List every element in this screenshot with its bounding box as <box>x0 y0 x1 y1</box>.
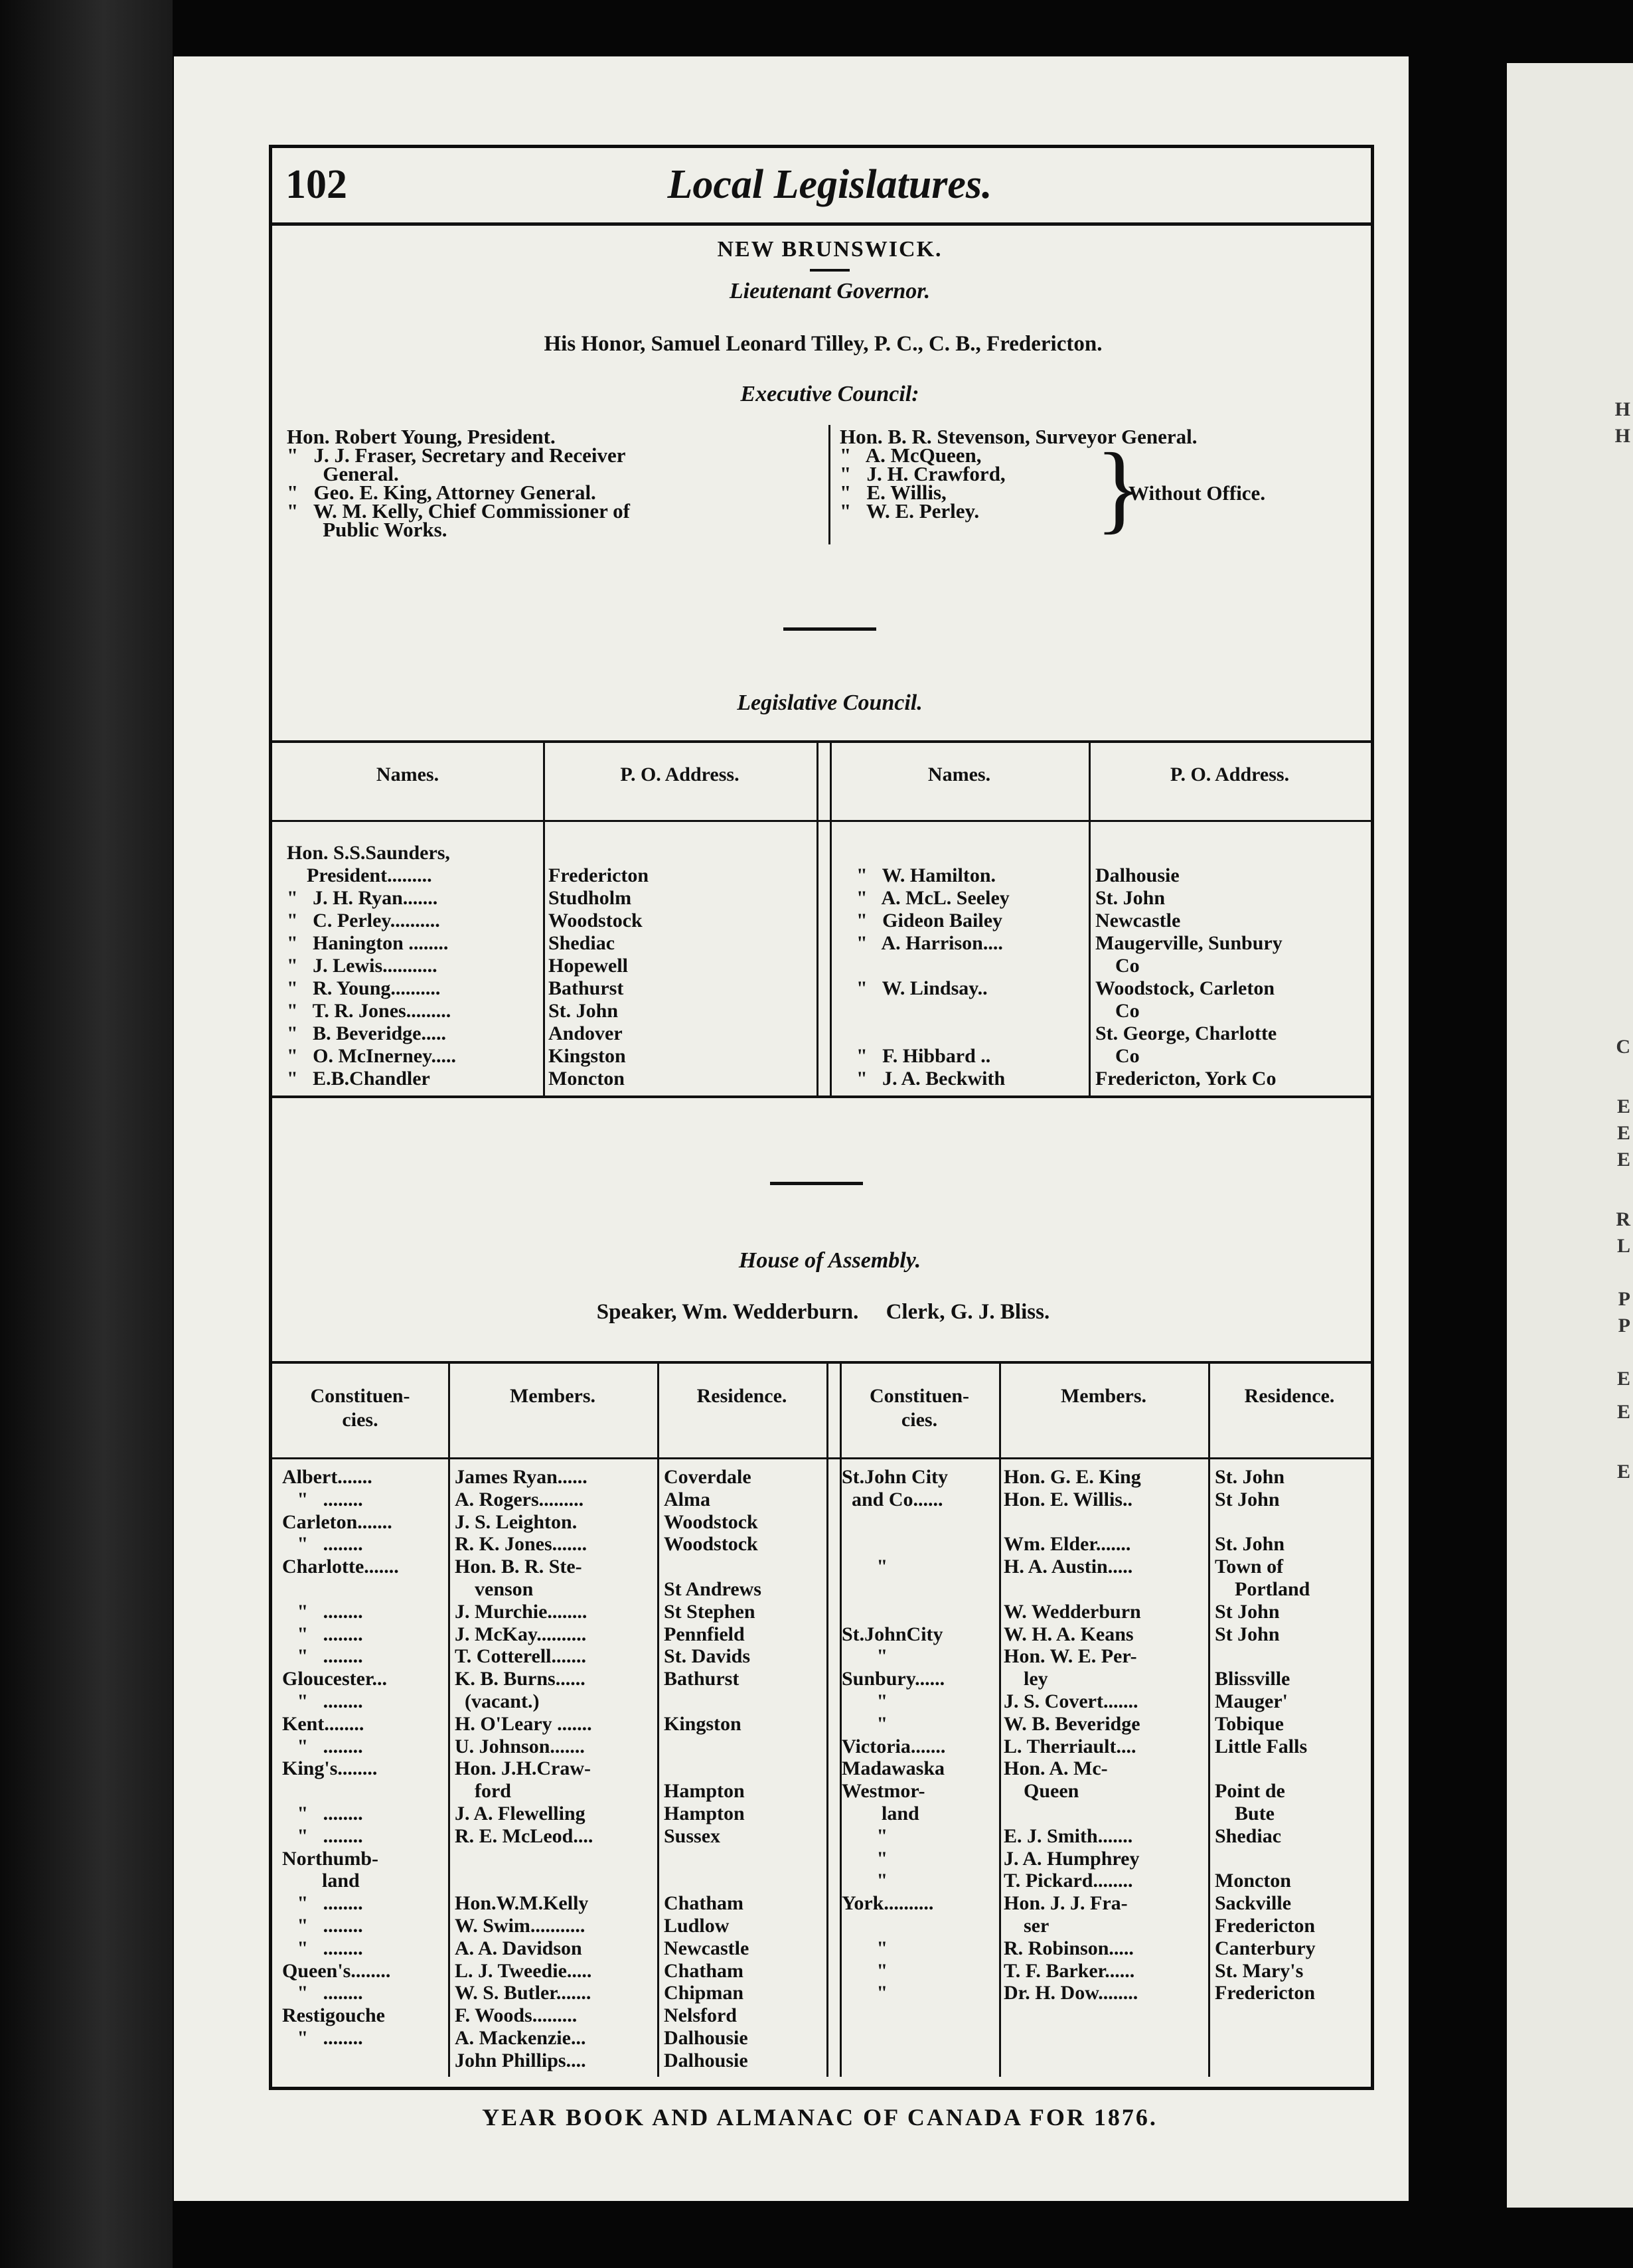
province-heading: NEW BRUNSWICK. <box>717 237 943 262</box>
executive-council-line: " J. H. Crawford, <box>840 462 1006 485</box>
assembly-member: R. Robinson..... <box>1004 1937 1134 1959</box>
adjacent-page-fragment: E <box>1616 1368 1630 1390</box>
table-rule <box>272 740 1371 743</box>
constituency: " ........ <box>282 1735 363 1757</box>
assembly-member: Hon. G. E. King <box>1004 1466 1141 1488</box>
council-member-name: " J. H. Ryan....... <box>287 887 438 909</box>
member-residence: Point de <box>1215 1780 1285 1803</box>
without-office-label: Without Office. <box>1128 481 1266 505</box>
constituency: " ........ <box>282 2027 363 2049</box>
constituency: Queen's........ <box>282 1959 391 1982</box>
member-residence: Chatham <box>664 1892 744 1915</box>
constituency: Northumb- <box>282 1847 379 1870</box>
table-column-rule <box>999 1361 1001 2077</box>
adjacent-page <box>1507 63 1633 2208</box>
page-number: 102 <box>285 162 347 207</box>
table-header: Names. <box>376 764 439 785</box>
adjacent-page-fragment: H <box>1614 398 1630 420</box>
book-gutter <box>0 0 173 2268</box>
member-residence: Sussex <box>664 1824 721 1847</box>
member-residence: Alma <box>664 1488 710 1510</box>
assembly-member: ser <box>1004 1915 1050 1937</box>
council-member-name: " A. McL. Seeley <box>856 887 1010 909</box>
member-residence: Kingston <box>664 1712 741 1735</box>
table-header: Members. <box>509 1385 596 1407</box>
lieutenant-governor-text: His Honor, Samuel Leonard Tilley, P. C., C. B., Fredericton. <box>544 332 1103 356</box>
member-residence: Fredericton <box>1215 1982 1316 2004</box>
house-of-assembly-heading: House of Assembly. <box>738 1248 921 1273</box>
assembly-member: T. Cotterell....... <box>455 1645 587 1668</box>
member-residence: St Stephen <box>664 1600 755 1623</box>
table-header: Constituen- cies. <box>310 1385 410 1431</box>
divider <box>770 1182 863 1185</box>
constituency: " <box>842 1847 888 1870</box>
member-residence: Little Falls <box>1215 1735 1308 1757</box>
member-residence: Chipman <box>664 1982 744 2004</box>
member-residence: Ludlow <box>664 1915 730 1937</box>
constituency: " <box>842 1870 888 1892</box>
member-residence: St. John <box>1215 1533 1285 1556</box>
constituency: " <box>842 1937 888 1959</box>
adjacent-page-fragment: E <box>1616 1461 1630 1483</box>
constituency: York.......... <box>842 1892 934 1915</box>
council-member-name: " E.B.Chandler <box>287 1068 430 1090</box>
constituency: " ........ <box>282 1937 363 1959</box>
adjacent-page-fragment: P <box>1618 1315 1630 1336</box>
council-member-address: St. John <box>1095 887 1166 909</box>
table-rule <box>272 1095 1371 1098</box>
constituency: Carleton....... <box>282 1510 392 1533</box>
member-residence: Woodstock <box>664 1533 758 1556</box>
divider <box>783 627 876 631</box>
constituency: St.JohnCity <box>842 1623 943 1645</box>
constituency: " ........ <box>282 1892 363 1915</box>
assembly-member: J. A. Humphrey <box>1004 1847 1140 1870</box>
council-member-address: Co <box>1095 955 1140 977</box>
assembly-member: U. Johnson....... <box>455 1735 585 1757</box>
assembly-member: A. A. Davidson <box>455 1937 582 1959</box>
member-residence: Woodstock <box>664 1510 758 1533</box>
constituency: " <box>842 1982 888 2004</box>
constituency: " ........ <box>282 1803 363 1824</box>
assembly-member: T. Pickard........ <box>1004 1870 1133 1892</box>
council-member-name: " J. Lewis........... <box>287 955 437 977</box>
assembly-member: ford <box>455 1780 511 1803</box>
council-member-address: Fredericton <box>548 864 649 886</box>
council-member-name: Hon. S.S.Saunders, <box>287 842 450 864</box>
member-residence: Hampton <box>664 1803 745 1824</box>
page-footer: YEAR BOOK AND ALMANAC OF CANADA FOR 1876. <box>482 2104 1158 2131</box>
table-header: Residence. <box>696 1385 787 1407</box>
assembly-member: A. Mackenzie... <box>455 2027 586 2049</box>
divider <box>828 425 830 544</box>
table-header: Members. <box>1060 1385 1147 1407</box>
member-residence: Dalhousie <box>664 2049 748 2071</box>
member-residence: Hampton <box>664 1780 745 1803</box>
council-member-address: Co <box>1095 1045 1140 1067</box>
member-residence: Town of <box>1215 1556 1284 1578</box>
table-header: Constituen- cies. <box>869 1385 969 1431</box>
council-member-address: Studholm <box>548 887 632 909</box>
lieutenant-governor-heading: Lieutenant Governor. <box>729 279 931 303</box>
executive-council-line: General. <box>287 462 399 485</box>
member-residence: Nelsford <box>664 2004 737 2027</box>
assembly-member: L. Therriault.... <box>1004 1735 1136 1757</box>
table-header: Residence. <box>1244 1385 1335 1407</box>
assembly-member: Queen <box>1004 1780 1079 1803</box>
table-column-rule <box>543 740 545 1095</box>
council-member-address: Dalhousie <box>1095 864 1180 886</box>
table-column-rule <box>830 740 832 1095</box>
adjacent-page-fragment: E <box>1616 1149 1630 1171</box>
member-residence: St. Davids <box>664 1645 751 1668</box>
assembly-member: K. B. Burns...... <box>455 1668 585 1690</box>
member-residence: Newcastle <box>664 1937 749 1959</box>
constituency: " <box>842 1824 888 1847</box>
member-residence: Chatham <box>664 1959 744 1982</box>
member-residence: Pennfield <box>664 1623 745 1645</box>
assembly-member: venson <box>455 1578 534 1600</box>
assembly-member: ley <box>1004 1668 1048 1690</box>
constituency: " ........ <box>282 1690 363 1712</box>
member-residence: St. Mary's <box>1215 1959 1304 1982</box>
table-rule <box>272 820 1371 822</box>
assembly-member: J. Murchie........ <box>455 1600 587 1623</box>
assembly-member: R. E. McLeod.... <box>455 1824 593 1847</box>
table-column-rule <box>448 1361 450 2077</box>
constituency: land <box>282 1870 360 1892</box>
council-member-address: Hopewell <box>548 955 628 977</box>
member-residence: Bathurst <box>664 1668 739 1690</box>
table-column-rule <box>657 1361 659 2077</box>
constituency: " ........ <box>282 1533 363 1556</box>
council-member-name: " R. Young.......... <box>287 977 441 999</box>
assembly-member: John Phillips.... <box>455 2049 586 2071</box>
table-rule <box>272 1361 1371 1364</box>
executive-council-line: " W. M. Kelly, Chief Commissioner of <box>287 499 630 523</box>
constituency: " ........ <box>282 1824 363 1847</box>
table-header: P. O. Address. <box>620 764 739 785</box>
assembly-member: W. Wedderburn <box>1004 1600 1141 1623</box>
council-member-address: Andover <box>548 1022 623 1044</box>
constituency: " <box>842 1690 888 1712</box>
constituency: St.John City <box>842 1466 949 1488</box>
council-member-address: Fredericton, York Co <box>1095 1068 1277 1090</box>
constituency: Albert....... <box>282 1466 372 1488</box>
member-residence: Fredericton <box>1215 1915 1316 1937</box>
divider <box>810 269 850 272</box>
assembly-member: Hon. A. Mc- <box>1004 1757 1108 1780</box>
executive-council-line: " Geo. E. King, Attorney General. <box>287 481 596 504</box>
council-member-name: " J. A. Beckwith <box>856 1068 1006 1090</box>
assembly-member: James Ryan...... <box>455 1466 587 1488</box>
council-member-address: St. George, Charlotte <box>1095 1022 1277 1044</box>
constituency: " <box>842 1556 888 1578</box>
table-column-rule <box>1208 1361 1210 2077</box>
table-header: Names. <box>927 764 991 785</box>
council-member-address: Maugerville, Sunbury <box>1095 932 1283 954</box>
constituency: Victoria....... <box>842 1735 946 1757</box>
constituency: " <box>842 1645 888 1668</box>
assembly-member: W. H. A. Keans <box>1004 1623 1134 1645</box>
assembly-member: W. Swim........... <box>455 1915 585 1937</box>
running-title: Local Legislatures. <box>667 162 992 207</box>
member-residence: Shediac <box>1215 1824 1282 1847</box>
executive-council-heading: Executive Council: <box>740 382 919 406</box>
council-member-name: " C. Perley.......... <box>287 910 440 932</box>
assembly-member: J. McKay.......... <box>455 1623 587 1645</box>
constituency: King's........ <box>282 1757 378 1780</box>
adjacent-page-fragment: E <box>1616 1122 1630 1144</box>
member-residence: Canterbury <box>1215 1937 1316 1959</box>
assembly-member: J. A. Flewelling <box>455 1803 585 1824</box>
adjacent-page-fragment: R <box>1616 1208 1630 1230</box>
constituency: " <box>842 1712 888 1735</box>
member-residence: Moncton <box>1215 1870 1291 1892</box>
adjacent-page-fragment: C <box>1616 1036 1630 1058</box>
constituency: " ........ <box>282 1600 363 1623</box>
executive-council-line: " W. E. Perley. <box>840 499 980 523</box>
constituency: " ........ <box>282 1982 363 2004</box>
adjacent-page-fragment: E <box>1616 1095 1630 1117</box>
constituency: " ........ <box>282 1915 363 1937</box>
member-residence: St John <box>1215 1623 1280 1645</box>
assembly-member: W. S. Butler....... <box>455 1982 591 2004</box>
legislative-council-heading: Legislative Council. <box>737 690 923 715</box>
member-residence: St John <box>1215 1600 1280 1623</box>
executive-council-line: " J. J. Fraser, Secretary and Receiver <box>287 444 626 467</box>
council-member-address: Bathurst <box>548 977 624 999</box>
council-member-address: Shediac <box>548 932 615 954</box>
council-member-name: " B. Beveridge..... <box>287 1022 446 1044</box>
table-rule <box>272 1457 1371 1459</box>
member-residence: Blissville <box>1215 1668 1290 1690</box>
assembly-member: W. B. Beveridge <box>1004 1712 1140 1735</box>
constituency: Westmor- <box>842 1780 925 1803</box>
table-column-rule <box>826 1361 828 2077</box>
member-residence: Mauger' <box>1215 1690 1288 1712</box>
adjacent-page-fragment: E <box>1616 1401 1630 1423</box>
member-residence: Tobique <box>1215 1712 1284 1735</box>
constituency: " ........ <box>282 1623 363 1645</box>
assembly-member: J. S. Covert....... <box>1004 1690 1138 1712</box>
assembly-member: H. O'Leary ....... <box>455 1712 592 1735</box>
council-member-address: Woodstock <box>548 910 643 932</box>
council-member-name: President......... <box>287 864 432 886</box>
assembly-member: E. J. Smith....... <box>1004 1824 1133 1847</box>
assembly-member: Hon.W.M.Kelly <box>455 1892 589 1915</box>
council-member-address: St. John <box>548 1000 619 1022</box>
council-member-address: Co <box>1095 1000 1140 1022</box>
assembly-member: T. F. Barker...... <box>1004 1959 1135 1982</box>
council-member-name: " W. Lindsay.. <box>856 977 988 999</box>
constituency: Sunbury...... <box>842 1668 945 1690</box>
member-residence: St. John <box>1215 1466 1285 1488</box>
council-member-name: " Hanington ........ <box>287 932 449 954</box>
council-member-name: " T. R. Jones......... <box>287 1000 451 1022</box>
assembly-member: H. A. Austin..... <box>1004 1556 1133 1578</box>
constituency: land <box>842 1803 919 1824</box>
assembly-member: Hon. W. E. Per- <box>1004 1645 1137 1668</box>
constituency: Madawaska <box>842 1757 945 1780</box>
constituency: Charlotte....... <box>282 1556 399 1578</box>
table-column-rule <box>1089 740 1091 1095</box>
assembly-member: Hon. B. R. Ste- <box>455 1556 582 1578</box>
council-member-name: " A. Harrison.... <box>856 932 1003 954</box>
assembly-member: J. S. Leighton. <box>455 1510 578 1533</box>
constituency: and Co...... <box>842 1488 943 1510</box>
assembly-member: A. Rogers......... <box>455 1488 584 1510</box>
executive-council-line: " E. Willis, <box>840 481 947 504</box>
adjacent-page-fragment: P <box>1618 1288 1630 1310</box>
member-residence: Dalhousie <box>664 2027 748 2049</box>
constituency: Gloucester... <box>282 1668 388 1690</box>
assembly-member: Hon. E. Willis.. <box>1004 1488 1132 1510</box>
constituency: Restigouche <box>282 2004 385 2027</box>
header-rule <box>272 222 1371 226</box>
council-member-name: " W. Hamilton. <box>856 864 996 886</box>
table-column-rule <box>816 740 818 1095</box>
council-member-address: Kingston <box>548 1045 626 1067</box>
assembly-member: Hon. J. J. Fra- <box>1004 1892 1128 1915</box>
constituency: " ........ <box>282 1645 363 1668</box>
assembly-member: L. J. Tweedie..... <box>455 1959 592 1982</box>
table-header: P. O. Address. <box>1170 764 1290 785</box>
constituency: " <box>842 1959 888 1982</box>
council-member-address: Newcastle <box>1095 910 1181 932</box>
council-member-address: Moncton <box>548 1068 625 1090</box>
council-member-name: " Gideon Bailey <box>856 910 1003 932</box>
executive-council-line: Public Works. <box>287 518 447 541</box>
council-member-address: Woodstock, Carleton <box>1095 977 1275 999</box>
constituency: " ........ <box>282 1488 363 1510</box>
brace: } <box>1095 433 1143 543</box>
assembly-member: (vacant.) <box>455 1690 540 1712</box>
executive-council-line: Hon. Robert Young, President. <box>287 425 556 448</box>
assembly-member: Wm. Elder....... <box>1004 1533 1131 1556</box>
assembly-member: F. Woods......... <box>455 2004 578 2027</box>
adjacent-page-fragment: H <box>1614 425 1630 447</box>
council-member-name: " O. McInerney..... <box>287 1045 456 1067</box>
executive-council-line: " A. McQueen, <box>840 444 982 467</box>
assembly-member: Dr. H. Dow........ <box>1004 1982 1138 2004</box>
member-residence: St Andrews <box>664 1578 761 1600</box>
constituency: Kent........ <box>282 1712 364 1735</box>
executive-council-line: Hon. B. R. Stevenson, Surveyor General. <box>840 425 1198 448</box>
member-residence: Portland <box>1215 1578 1310 1600</box>
member-residence: Bute <box>1215 1803 1275 1824</box>
adjacent-page-fragment: L <box>1616 1235 1630 1257</box>
council-member-name: " F. Hibbard .. <box>856 1045 991 1067</box>
member-residence: Coverdale <box>664 1466 751 1488</box>
assembly-member: Hon. J.H.Craw- <box>455 1757 591 1780</box>
assembly-officers: Speaker, Wm. Wedderburn. Clerk, G. J. Bliss. <box>596 1300 1050 1324</box>
assembly-member: R. K. Jones....... <box>455 1533 587 1556</box>
member-residence: Sackville <box>1215 1892 1292 1915</box>
member-residence: St John <box>1215 1488 1280 1510</box>
